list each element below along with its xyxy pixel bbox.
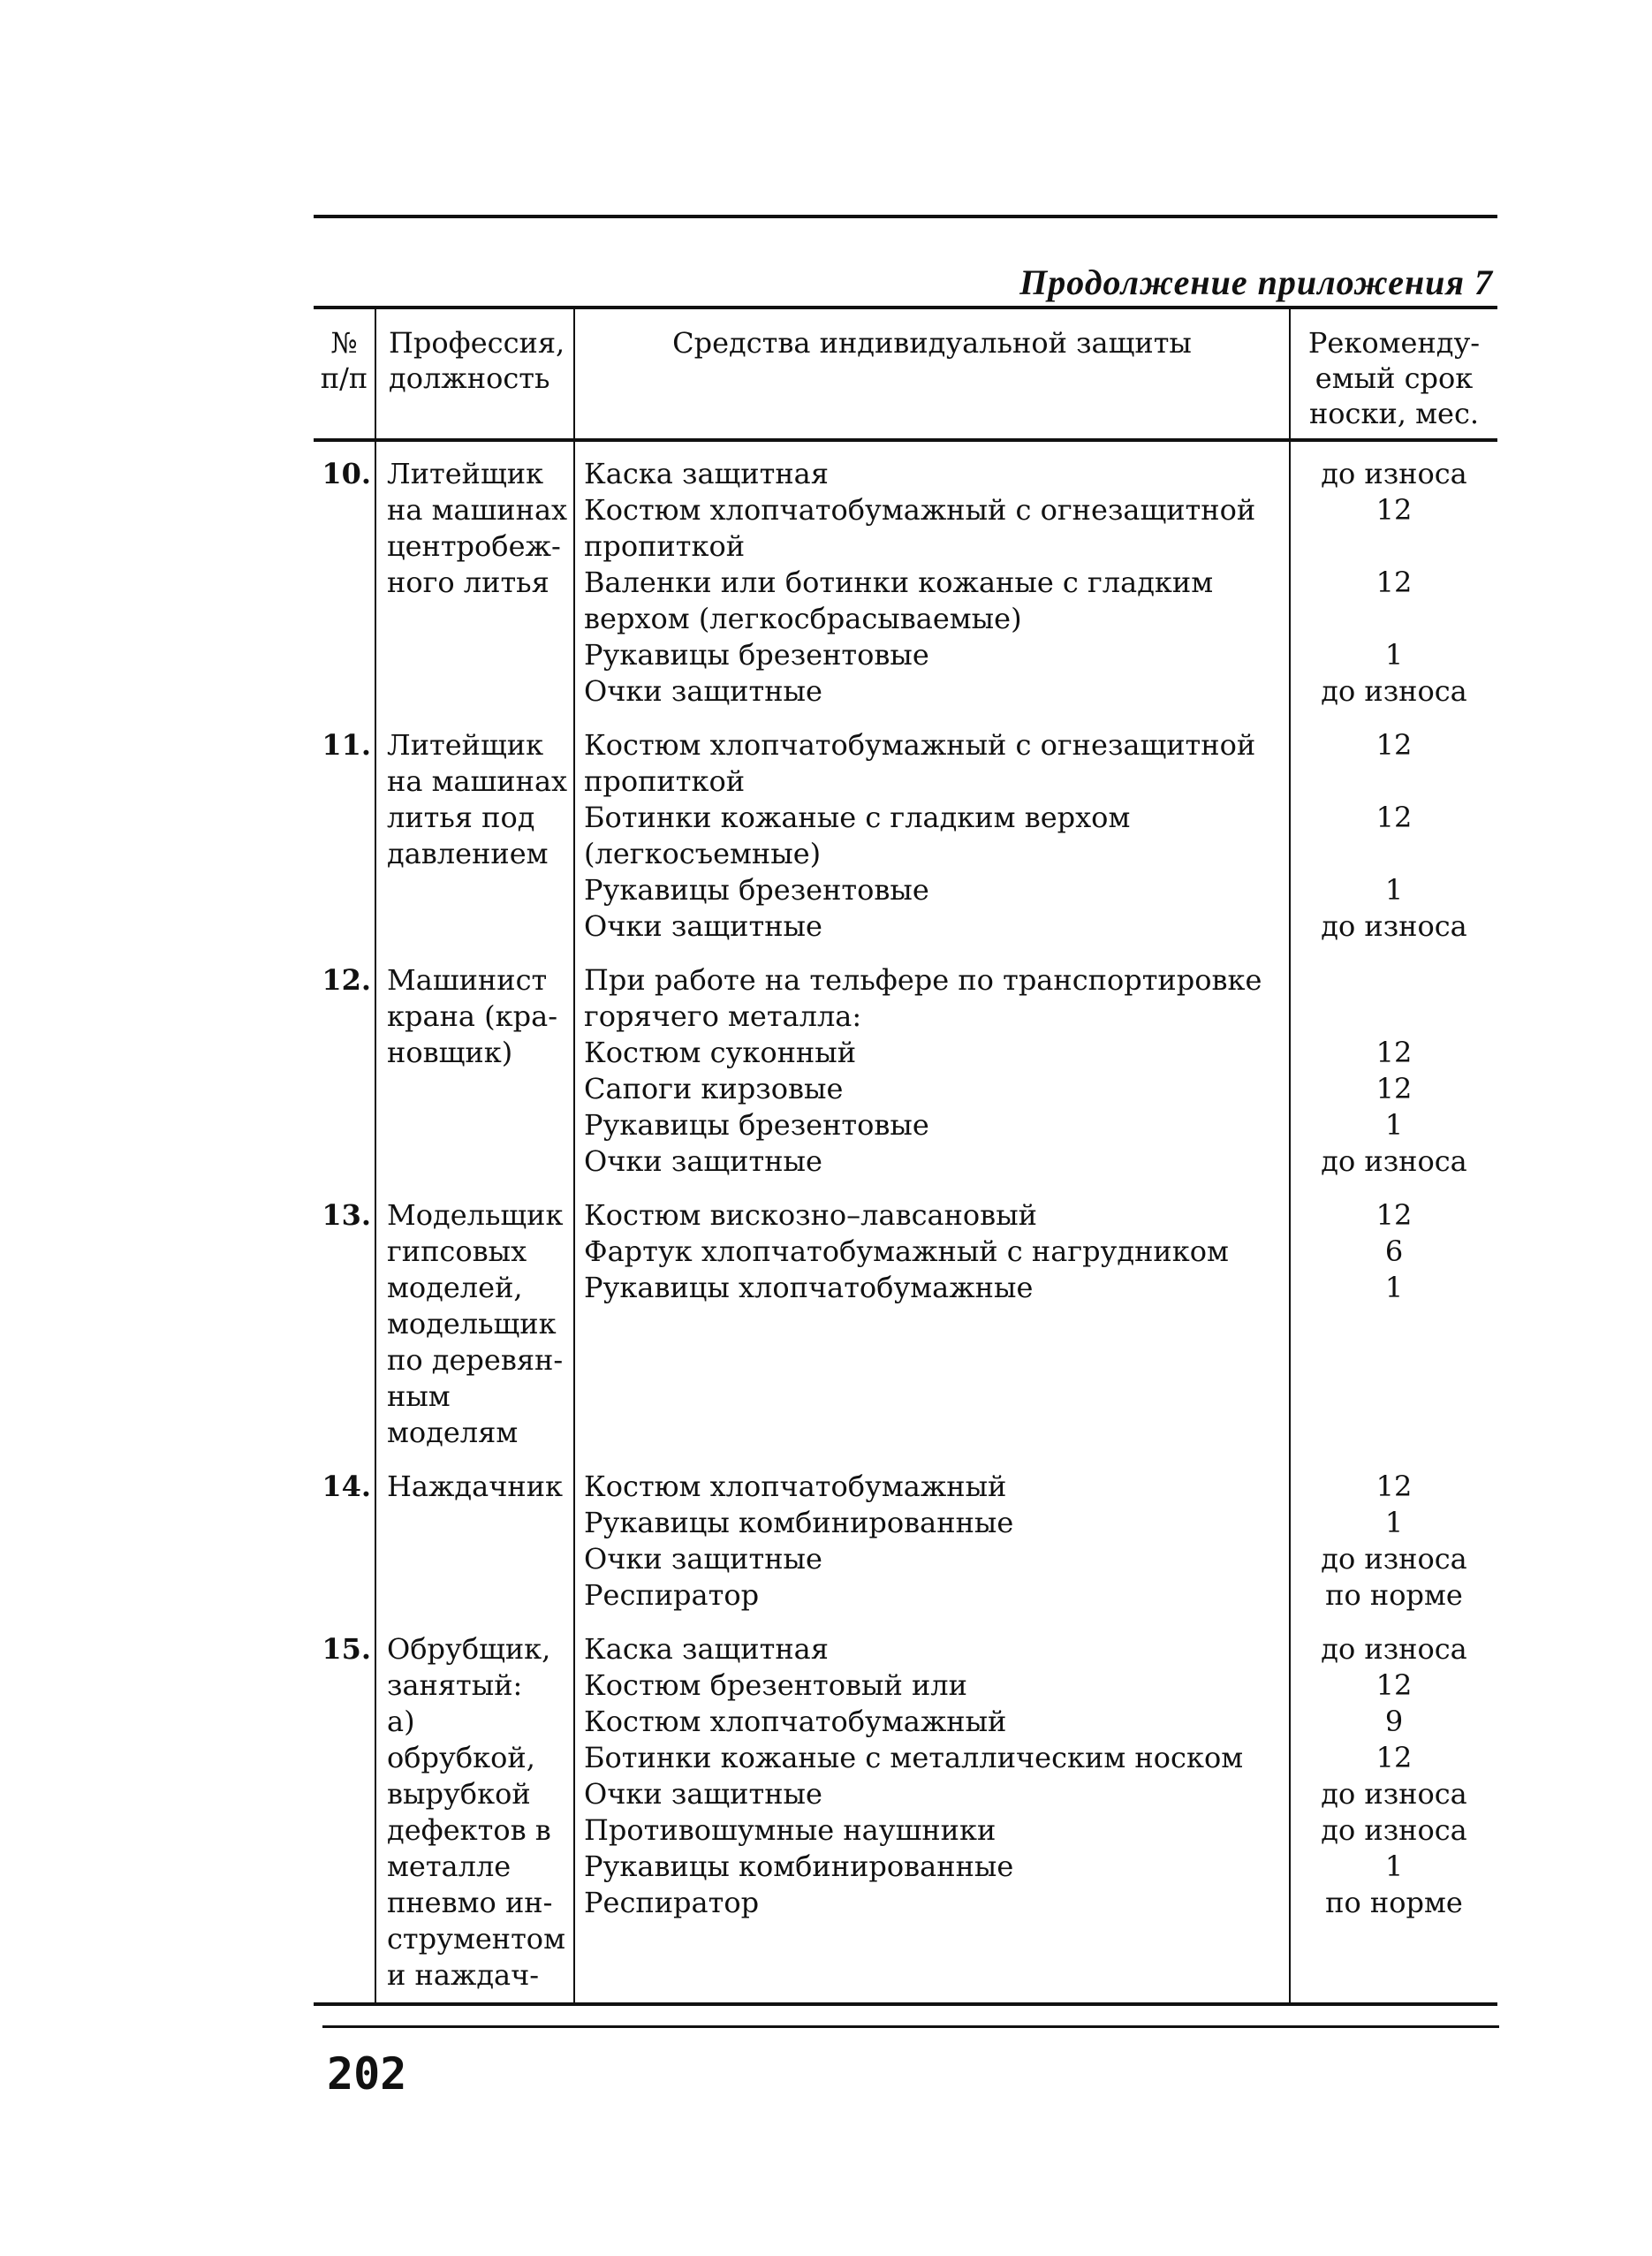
term-cell-line: по норме	[1325, 1578, 1463, 1612]
profession-cell-line: а) обрубкой,	[387, 1705, 535, 1774]
term-cell	[1290, 945, 1497, 1180]
term-cell-line	[1296, 836, 1492, 872]
equipment-cell	[574, 710, 1290, 945]
profession-cell-line: занятый:	[387, 1668, 523, 1702]
profession-cell-line: новщик)	[387, 1036, 513, 1069]
table-header-row	[314, 308, 1497, 440]
equipment-cell-line: Костюм хлопчатобумажный	[584, 1470, 1007, 1503]
term-cell-line: 12	[1375, 1668, 1413, 1702]
term-cell-line: 1	[1384, 1850, 1404, 1883]
profession-cell-line: крана (кра-	[387, 999, 557, 1033]
term-cell	[1290, 1180, 1497, 1451]
equipment-cell-line: При работе на тельфере по транспортировке	[584, 963, 1262, 997]
profession-cell	[375, 945, 574, 1180]
header-line: должность	[389, 361, 550, 395]
profession-cell-line: Наждачник	[387, 1470, 564, 1503]
header-line: Рекоменду-	[1307, 326, 1481, 360]
term-cell-line: до износа	[1321, 1632, 1467, 1666]
header-profession	[375, 308, 574, 440]
equipment-cell-line: Рукавицы брезентовые	[584, 638, 929, 672]
term-cell-line: до износа	[1321, 909, 1467, 943]
equipment-cell-line: Рукавицы брезентовые	[584, 873, 929, 907]
header-equipment	[574, 308, 1290, 440]
term-cell-line: 12	[1375, 801, 1413, 834]
term-cell-line	[1296, 763, 1492, 800]
profession-cell-line: ным	[387, 1379, 451, 1413]
term-cell-line	[1296, 962, 1492, 999]
equipment-cell-line: Валенки или ботинки кожаные с гладким	[584, 566, 1214, 599]
profession-cell-line: моделей,	[387, 1271, 523, 1304]
term-cell-line: до износа	[1321, 1813, 1467, 1847]
profession-cell	[375, 1180, 574, 1451]
table-row	[314, 1180, 1497, 1451]
term-cell-line: 12	[1375, 728, 1413, 762]
term-cell-line: 12	[1375, 1470, 1413, 1503]
profession-cell-line: по деревян-	[387, 1343, 564, 1377]
profession-cell-line: гипсовых	[387, 1234, 527, 1268]
term-cell-line: 9	[1384, 1705, 1404, 1738]
equipment-cell-line: Очки защитные	[584, 674, 822, 708]
equipment-cell-line: Рукавицы брезентовые	[584, 1108, 929, 1142]
term-cell	[1290, 440, 1497, 710]
term-cell-line: 1	[1384, 1108, 1404, 1142]
profession-cell	[375, 1451, 574, 1614]
row-number: 11.	[322, 728, 371, 762]
equipment-cell-line: Костюм брезентовый или	[584, 1668, 967, 1702]
term-cell-line: 12	[1375, 566, 1413, 599]
row-number: 13.	[322, 1198, 371, 1232]
profession-cell-line: Машинист	[387, 963, 548, 997]
term-cell-line: до износа	[1321, 1777, 1467, 1811]
term-cell-line: 6	[1384, 1234, 1404, 1268]
equipment-cell-line: Ботинки кожаные с металлическим носком	[584, 1741, 1244, 1774]
equipment-cell-line: Респиратор	[584, 1578, 760, 1612]
equipment-cell-line: Очки защитные	[584, 1542, 822, 1576]
equipment-cell-line: Ботинки кожаные с гладким верхом	[584, 801, 1131, 834]
header-line: носки, мес.	[1308, 397, 1480, 430]
table-caption: Продолжение приложения 7	[1019, 262, 1493, 302]
equipment-cell	[574, 945, 1290, 1180]
profession-cell-line: Обрубщик,	[387, 1632, 551, 1666]
profession-cell-line: Модельщик	[387, 1198, 564, 1232]
profession-cell	[375, 1614, 574, 2004]
term-cell	[1290, 710, 1497, 945]
equipment-cell-line: Сапоги кирзовые	[584, 1072, 844, 1105]
table-row	[314, 440, 1497, 710]
profession-cell-line: металле	[387, 1850, 512, 1883]
profession-cell-line: моделям	[387, 1416, 519, 1449]
profession-cell-line: ного литья	[387, 566, 549, 599]
equipment-cell	[574, 1451, 1290, 1614]
profession-cell-line: центробеж-	[387, 529, 561, 563]
profession-cell-line: струментом	[387, 1922, 565, 1956]
equipment-cell-line: Респиратор	[584, 1886, 760, 1919]
row-number: 12.	[322, 963, 371, 997]
equipment-cell-line: Каска защитная	[584, 457, 829, 490]
profession-cell-line: на машинах	[387, 493, 568, 527]
header-line: Средства индивидуальной защиты	[672, 326, 1192, 360]
equipment-cell	[574, 1614, 1290, 2004]
profession-cell-line: литья под	[387, 801, 535, 834]
equipment-cell-line: Рукавицы хлопчатобумажные	[584, 1271, 1034, 1304]
equipment-cell-line: Очки защитные	[584, 1144, 822, 1178]
term-cell-line	[1296, 999, 1492, 1035]
equipment-cell-line: Костюм хлопчатобумажный с огнезащитной	[584, 493, 1256, 527]
profession-cell-line: Литейщик	[387, 457, 544, 490]
equipment-cell-line: Костюм суконный	[584, 1036, 857, 1069]
header-line: емый срок	[1315, 361, 1474, 395]
header-line: п/п	[320, 361, 368, 395]
table-row	[314, 1614, 1497, 2004]
term-cell-line	[1296, 528, 1492, 565]
equipment-cell-line: Костюм хлопчатобумажный	[584, 1705, 1007, 1738]
term-cell-line: 12	[1375, 1198, 1413, 1232]
equipment-cell-line: пропиткой	[584, 529, 746, 563]
header-line: Профессия,	[389, 326, 565, 360]
equipment-cell-line: пропиткой	[584, 764, 746, 798]
header-num	[314, 308, 375, 440]
header-line: №	[330, 326, 358, 360]
table-row	[314, 1451, 1497, 1614]
profession-cell	[375, 710, 574, 945]
term-cell-line: 1	[1384, 873, 1404, 907]
equipment-cell-line: верхом (легкосбрасываемые)	[584, 602, 1022, 635]
equipment-cell-line: Рукавицы комбинированные	[584, 1850, 1014, 1883]
profession-cell	[375, 440, 574, 710]
top-rule	[314, 215, 1497, 218]
row-number: 14.	[322, 1470, 371, 1503]
term-cell-line: по норме	[1325, 1886, 1463, 1919]
equipment-cell-line: Фартук хлопчатобумажный с нагрудником	[584, 1234, 1229, 1268]
profession-cell-line: давлением	[387, 837, 549, 870]
ppe-table-container	[314, 306, 1497, 2006]
profession-cell-line: и наждач-	[387, 1958, 540, 1992]
table-row	[314, 710, 1497, 945]
term-cell	[1290, 1451, 1497, 1614]
equipment-cell-line: Рукавицы комбинированные	[584, 1506, 1014, 1539]
profession-cell-line: модельщик	[387, 1307, 557, 1341]
table-row	[314, 945, 1497, 1180]
equipment-cell-line: (легкосъемные)	[584, 837, 822, 870]
term-cell-line: 1	[1384, 638, 1404, 672]
equipment-cell-line: Костюм вискозно–лавсановый	[584, 1198, 1037, 1232]
equipment-cell-line: Очки защитные	[584, 909, 822, 943]
profession-cell-line: на машинах	[387, 764, 568, 798]
equipment-cell	[574, 440, 1290, 710]
row-number: 15.	[314, 1614, 375, 2004]
table-body	[314, 440, 1497, 2004]
equipment-cell-line: Костюм хлопчатобумажный с огнезащитной	[584, 728, 1256, 762]
term-cell-line: до износа	[1321, 457, 1467, 490]
term-cell-line	[1296, 601, 1492, 637]
term-cell-line: до износа	[1321, 1542, 1467, 1576]
profession-cell-line: дефектов в	[387, 1813, 551, 1847]
equipment-cell-line: Очки защитные	[584, 1777, 822, 1811]
page-number: 202	[327, 2048, 407, 2100]
ppe-table	[314, 306, 1497, 2006]
page-bottom-rule	[322, 2025, 1499, 2028]
profession-cell-line: пневмо ин-	[387, 1886, 553, 1919]
profession-cell-line: Литейщик	[387, 728, 544, 762]
term-cell-line: до износа	[1321, 674, 1467, 708]
term-cell-line: 12	[1375, 1741, 1413, 1774]
term-cell-line: 1	[1384, 1506, 1404, 1539]
equipment-cell-line: Противошумные наушники	[584, 1813, 997, 1847]
profession-cell-line: вырубкой	[387, 1777, 531, 1811]
equipment-cell	[574, 1180, 1290, 1451]
equipment-cell-line: Каска защитная	[584, 1632, 829, 1666]
term-cell-line: 12	[1375, 1072, 1413, 1105]
term-cell-line: до износа	[1321, 1144, 1467, 1178]
term-cell-line: 12	[1375, 1036, 1413, 1069]
equipment-cell-line: горячего металла:	[584, 999, 862, 1033]
term-cell	[1290, 1614, 1497, 2004]
term-cell-line: 12	[1375, 493, 1413, 527]
term-cell-line: 1	[1384, 1271, 1404, 1304]
header-term	[1290, 308, 1497, 440]
row-number: 10.	[322, 457, 371, 490]
